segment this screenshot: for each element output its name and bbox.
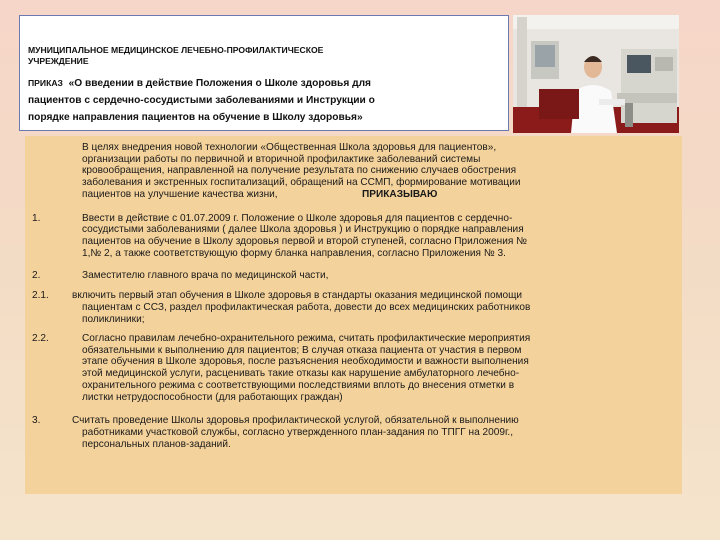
order-title-line: порядке направления пациентов на обучение в Школу здоровья» <box>28 112 363 123</box>
body-line: организации работы по первичной и вторичной профилактике заболеваний системы <box>82 154 481 165</box>
body-line: ПРИКАЗЫВАЮ <box>362 189 438 200</box>
item-number: 2.1. <box>32 290 49 301</box>
body-line: Согласно правилам лечебно-охранительного режима, считать профилактические мероприятия <box>82 333 531 344</box>
body-line: персональных планов-заданий. <box>82 439 231 450</box>
doctor-photo <box>513 15 679 133</box>
body-line: пациентов на обучение в Школу здоровья первой и второй ступеней, согласно Приложения № <box>82 236 527 247</box>
body-line: Ввести в действие с 01.07.2009 г. Положение о Школе здоровья для пациентов с сердечно- <box>82 213 513 224</box>
order-title-line: пациентов с сердечно-сосудистыми заболеваниями и Инструкции о <box>28 95 375 106</box>
body-line: Заместителю главного врача по медицинской части, <box>82 270 329 281</box>
org-line: МУНИЦИПАЛЬНОЕ МЕДИЦИНСКОЕ ЛЕЧЕБНО-ПРОФИЛАКТИЧЕСКОЕ <box>28 45 324 55</box>
order-body <box>25 136 682 494</box>
body-line: этой медицинской услуги, расценивать такие отказы как нарушение амбулаторного лечебно- <box>82 368 520 379</box>
header-box <box>19 15 509 131</box>
org-line: УЧРЕЖДЕНИЕ <box>28 56 89 66</box>
order-prefix: ПРИКАЗ <box>28 78 63 88</box>
order-title-line <box>28 75 506 92</box>
body-line: Считать проведение Школы здоровья профилактической услугой, обязательной к выполнению <box>72 415 519 426</box>
body-line: листки нетрудоспособности (для работающих граждан) <box>82 392 343 403</box>
item-number: 1. <box>32 213 41 224</box>
item-number: 2. <box>32 270 41 281</box>
body-line: пациентов на улучшение качества жизни, <box>82 189 278 200</box>
body-line: работниками участковой службы, согласно утвержденного план-задания по ТПГГ на 2009г., <box>82 427 514 438</box>
order-title <box>28 75 506 126</box>
item-number: 3. <box>32 415 41 426</box>
body-line: охранительного режима с соответствующими последствиями вплоть до внесения отметки в <box>82 380 515 391</box>
body-line: В целях внедрения новой технологии «Общественная Школа здоровья для пациентов», <box>82 142 497 153</box>
item-number: 2.2. <box>32 333 49 344</box>
body-line: поликлиники; <box>82 314 145 325</box>
body-line: включить первый этап обучения в Школе здоровья в стандарты оказания медицинской помощи <box>72 290 523 301</box>
doctor-photo-icon <box>513 15 679 133</box>
body-line: этапе обучения в Школе здоровья, после разъяснения необходимости и важности выполнения <box>82 356 529 367</box>
body-line: заболевания и экстренных госпитализаций, обращений на ССМП, формирование мотивации <box>82 177 521 188</box>
body-line: пациентам с ССЗ, раздел профилактическая работа, довести до всех медицинских работников <box>82 302 531 313</box>
body-line: сосудистыми заболеваниями ( далее Школа здоровья ) и Инструкцию о порядке направления <box>82 224 524 235</box>
body-line: 1,№ 2, а также соответствующую форму бланка направления, согласно Приложения № 3. <box>82 248 506 259</box>
body-line: обязательными к выполнению для пациентов; В случая отказа пациента от участия в первом <box>82 345 522 356</box>
body-line: кровообращения, направленной на получение результата по снижению случаев обострения <box>82 165 517 176</box>
order-title-text: «О введении в действие Положения о Школе здоровья для <box>68 78 371 89</box>
organization-name <box>28 45 498 67</box>
